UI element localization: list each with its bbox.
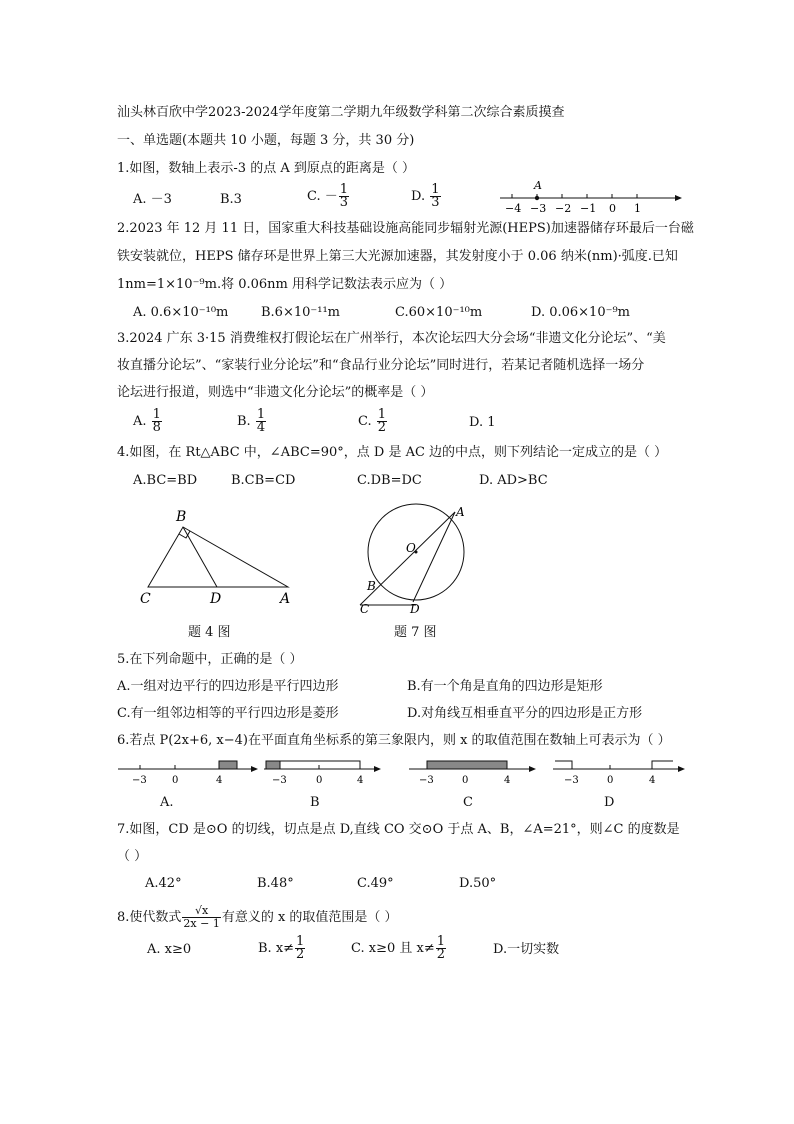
figure-7-caption: 题 7 图 (394, 625, 437, 640)
figure-4-triangle (135, 505, 305, 615)
q6-tick-label: 0 (607, 775, 614, 786)
q5-stem: 5.在下列命题中，正确的是（ ） (117, 652, 303, 667)
q1-option-c: C. － $\frac{1}{3}$ (307, 182, 349, 210)
fig7-label-d: D (410, 602, 420, 616)
q5-option-c: C.有一组邻边相等的平行四边形是菱形 (117, 706, 339, 721)
fig4-label-d: D (210, 591, 222, 607)
q8-stem: 8.使代数式 $\frac{√x}{2x - 1}$ 有意义的 x 的取值范围是（ ） (117, 904, 398, 930)
q3-line1: 3.2024 广东 3·15 消费维权打假论坛在广州举行，本次论坛四大分会场“非遗文化分论坛”、“美 (117, 331, 666, 346)
q7-option-c: C.49° (357, 876, 394, 891)
figure-7-circle (355, 500, 475, 620)
q6-tick-label: −3 (132, 775, 147, 786)
q8-option-d: D.一切实数 (493, 942, 560, 957)
q1-option-d: D. $\frac{1}{3}$ (411, 182, 440, 210)
q4-option-d: D. AD>BC (479, 473, 548, 488)
q4-option-c: C.DB=DC (357, 473, 422, 488)
q3-line2: 妆直播分论坛”、“家装行业分论坛”和“食品行业分论坛”同时进行，若某记者随机选择一场分 (117, 358, 645, 373)
q4-stem: 4.如图，在 Rt△ABC 中，∠ABC=90°，点 D 是 AC 边的中点，则下列结论一定成立的是（ ） (117, 445, 668, 460)
q2-option-b: B.6×10⁻¹¹m (261, 305, 341, 320)
q1-option-a: A. －3 (133, 192, 172, 207)
q6-tick-label: 0 (462, 775, 469, 786)
fig4-label-c: C (140, 591, 151, 607)
q5-option-a: A.一组对边平行的四边形是平行四边形 (117, 679, 339, 694)
q3-option-d: D. 1 (469, 415, 496, 430)
q6-option-c-number-line (409, 757, 539, 787)
q6-tick-label: 4 (504, 775, 511, 786)
q5-option-d: D.对角线互相垂直平分的四边形是正方形 (407, 706, 643, 721)
q4-option-a: A.BC=BD (133, 473, 198, 488)
q6-option-a-label: A. (160, 795, 174, 810)
q1-tick-label: −3 (530, 202, 547, 215)
q2-line2: 铁安装就位，HEPS 储存环是世界上第三大光源加速器，其发射度小于 0.06 纳米(nm)·弧度.已知 (117, 249, 678, 264)
q7-line1: 7.如图，CD 是⊙O 的切线，切点是点 D,直线 CO 交⊙O 于点 A、B，∠A=21°，则∠C 的度数是 (117, 822, 680, 837)
q8-option-c: C. x≥0 且 x≠ $\frac{1}{2}$ (351, 934, 446, 962)
q6-option-c-label: C (463, 795, 473, 810)
q6-tick-label: 0 (172, 775, 179, 786)
q2-option-d: D. 0.06×10⁻⁹m (531, 305, 631, 320)
q3-option-b: B. $\frac{1}{4}$ (237, 407, 266, 435)
q2-option-c: C.60×10⁻¹⁰m (395, 305, 483, 320)
q1-number-line (500, 176, 680, 216)
q8-option-a: A. x≥0 (147, 942, 192, 957)
q4-option-b: B.CB=CD (231, 473, 296, 488)
q1-tick-label: −1 (580, 202, 597, 215)
q1-tick-label: −2 (555, 202, 572, 215)
q6-stem: 6.若点 P(2x+6, x−4)在平面直角坐标系的第三象限内，则 x 的取值范围在数轴上可表示为（ ） (117, 733, 671, 748)
q3-line3: 论坛进行报道，则选中“非遗文化分论坛”的概率是（ ） (117, 385, 434, 400)
q2-line3: 1nm=1×10⁻⁹m.将 0.06nm 用科学记数法表示应为（ ） (117, 277, 453, 292)
fig7-label-a: A (456, 505, 465, 519)
q7-option-d: D.50° (459, 876, 497, 891)
q6-tick-label: 4 (357, 775, 364, 786)
q6-option-d-number-line (553, 757, 688, 787)
q7-option-b: B.48° (257, 876, 294, 891)
q1-option-b: B.3 (220, 192, 242, 207)
q6-option-a-number-line (118, 757, 258, 787)
q1-tick-label: 0 (609, 202, 616, 215)
q6-tick-label: −3 (564, 775, 579, 786)
q7-line2: （ ） (117, 849, 148, 864)
fig4-label-a: A (280, 591, 291, 607)
section-heading: 一、单选题(本题共 10 小题，每题 3 分，共 30 分) (117, 133, 415, 148)
q6-option-b-number-line (264, 757, 384, 787)
q6-tick-label: −3 (419, 775, 434, 786)
q6-tick-label: 0 (316, 775, 323, 786)
fig7-label-o: O (406, 541, 416, 555)
figure-4-caption: 题 4 图 (188, 625, 231, 640)
q1-stem: 1.如图，数轴上表示-3 的点 A 到原点的距离是（ ） (117, 161, 415, 176)
q8-option-b: B. x≠ $\frac{1}{2}$ (258, 934, 305, 962)
q3-option-a: A. $\frac{1}{8}$ (133, 407, 161, 435)
q6-option-b-label: B (310, 795, 320, 810)
q6-tick-label: 4 (216, 775, 223, 786)
q1-point-a-label: A (534, 179, 542, 192)
fig7-label-c: C (360, 602, 370, 616)
q1-tick-label: −4 (505, 202, 522, 215)
q6-tick-label: −3 (272, 775, 287, 786)
q2-line1: 2.2023 年 12 月 11 日，国家重大科技基础设施高能同步辐射光源(HEPS)加速器储存环最后一台磁 (117, 221, 694, 236)
q7-option-a: A.42° (145, 876, 182, 891)
q1-tick-label: 1 (634, 202, 641, 215)
fig7-label-b: B (367, 579, 376, 593)
document-title: 汕头林百欣中学2023-2024学年度第二学期九年级数学科第二次综合素质摸查 (117, 105, 565, 120)
fig4-label-b: B (176, 509, 187, 525)
q3-option-c: C. $\frac{1}{2}$ (358, 407, 387, 435)
q2-option-a: A. 0.6×10⁻¹⁰m (133, 305, 229, 320)
q6-option-d-label: D (604, 795, 615, 810)
q5-option-b: B.有一个角是直角的四边形是矩形 (407, 679, 603, 694)
q6-tick-label: 4 (649, 775, 656, 786)
